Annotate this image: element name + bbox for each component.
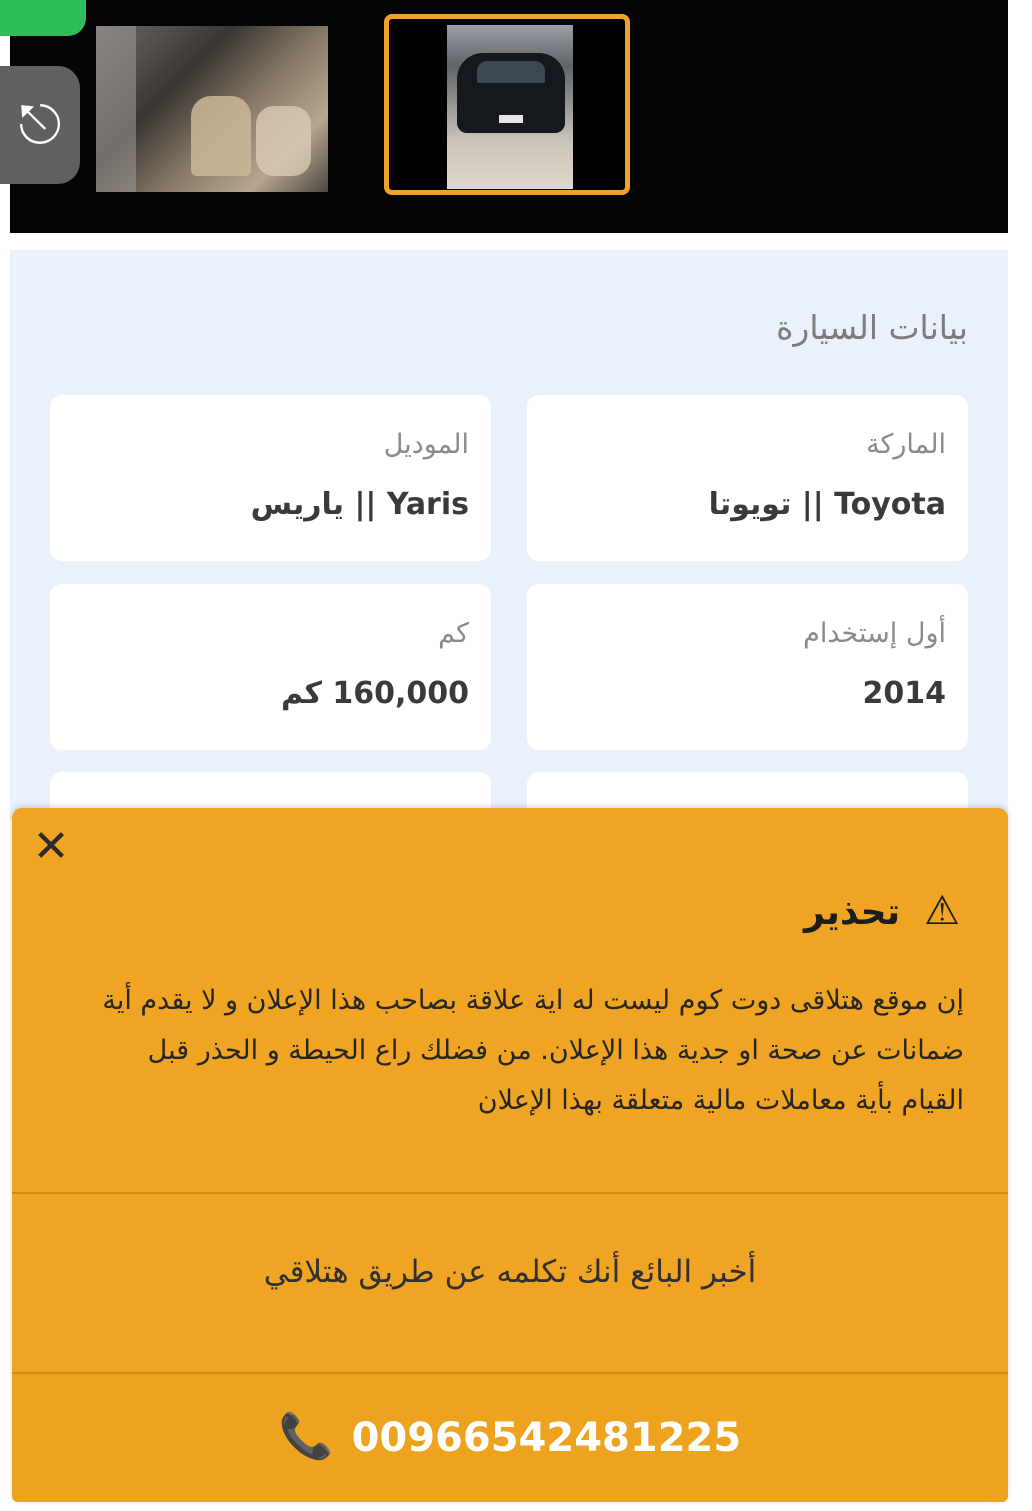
call-button-content	[12, 1410, 1008, 1462]
car-shape	[457, 53, 565, 133]
detail-card-brand	[527, 395, 968, 561]
gallery-thumbnail-selected[interactable]	[384, 14, 630, 195]
warning-title: تحذير	[803, 892, 901, 933]
warning-icon: ⚠	[924, 888, 960, 934]
car-details-section	[10, 250, 1008, 820]
detail-label: أول إستخدام	[803, 618, 946, 649]
detail-value: Toyota || تويوتا	[708, 487, 946, 522]
whatsapp-button[interactable]	[0, 0, 86, 36]
phone-number: 00966542481225	[351, 1415, 742, 1461]
warning-sheet	[12, 808, 1008, 1502]
detail-label: كم	[438, 618, 469, 649]
gallery-thumbnail-interior[interactable]	[96, 26, 328, 192]
detail-label: الموديل	[383, 429, 469, 460]
tell-seller-text: أخبر البائع أنك تكلمه عن طريق هتلاقي	[263, 1254, 757, 1290]
image-gallery	[10, 0, 1008, 233]
section-title: بيانات السيارة	[776, 308, 968, 347]
detail-card-first-use	[527, 584, 968, 750]
detail-value: 160,000 كم	[280, 676, 469, 711]
share-icon: ⎋	[18, 93, 62, 156]
warning-heading	[804, 888, 960, 934]
share-button[interactable]	[0, 66, 80, 184]
detail-value: Yaris || ياريس	[250, 487, 469, 522]
car-plate	[499, 115, 523, 123]
interior-seat-shape	[191, 96, 251, 176]
warning-text: إن موقع هتلاقى دوت كوم ليست له اية علاقة بصاحب هذا الإعلان و لا يقدم أية ضمانات عن صحة او جدية هذا الإعلان. من فضلك راع الحيطة و الحذر قبل القيام بأية معاملات مالية متعلقة بهذا الإعلان	[102, 985, 964, 1116]
car-windshield	[477, 61, 545, 83]
call-seller-button[interactable]	[12, 1374, 1008, 1502]
interior-seat-shape	[256, 106, 311, 176]
interior-door-shape	[96, 26, 136, 192]
detail-card-mileage	[50, 584, 491, 750]
detail-label: الماركة	[866, 429, 946, 460]
close-icon[interactable]: ✕	[32, 821, 70, 872]
divider	[12, 1192, 1008, 1194]
detail-value: 2014	[862, 676, 946, 711]
phone-icon: 📞	[278, 1411, 334, 1462]
detail-card-model	[50, 395, 491, 561]
car-front-photo	[447, 25, 573, 189]
